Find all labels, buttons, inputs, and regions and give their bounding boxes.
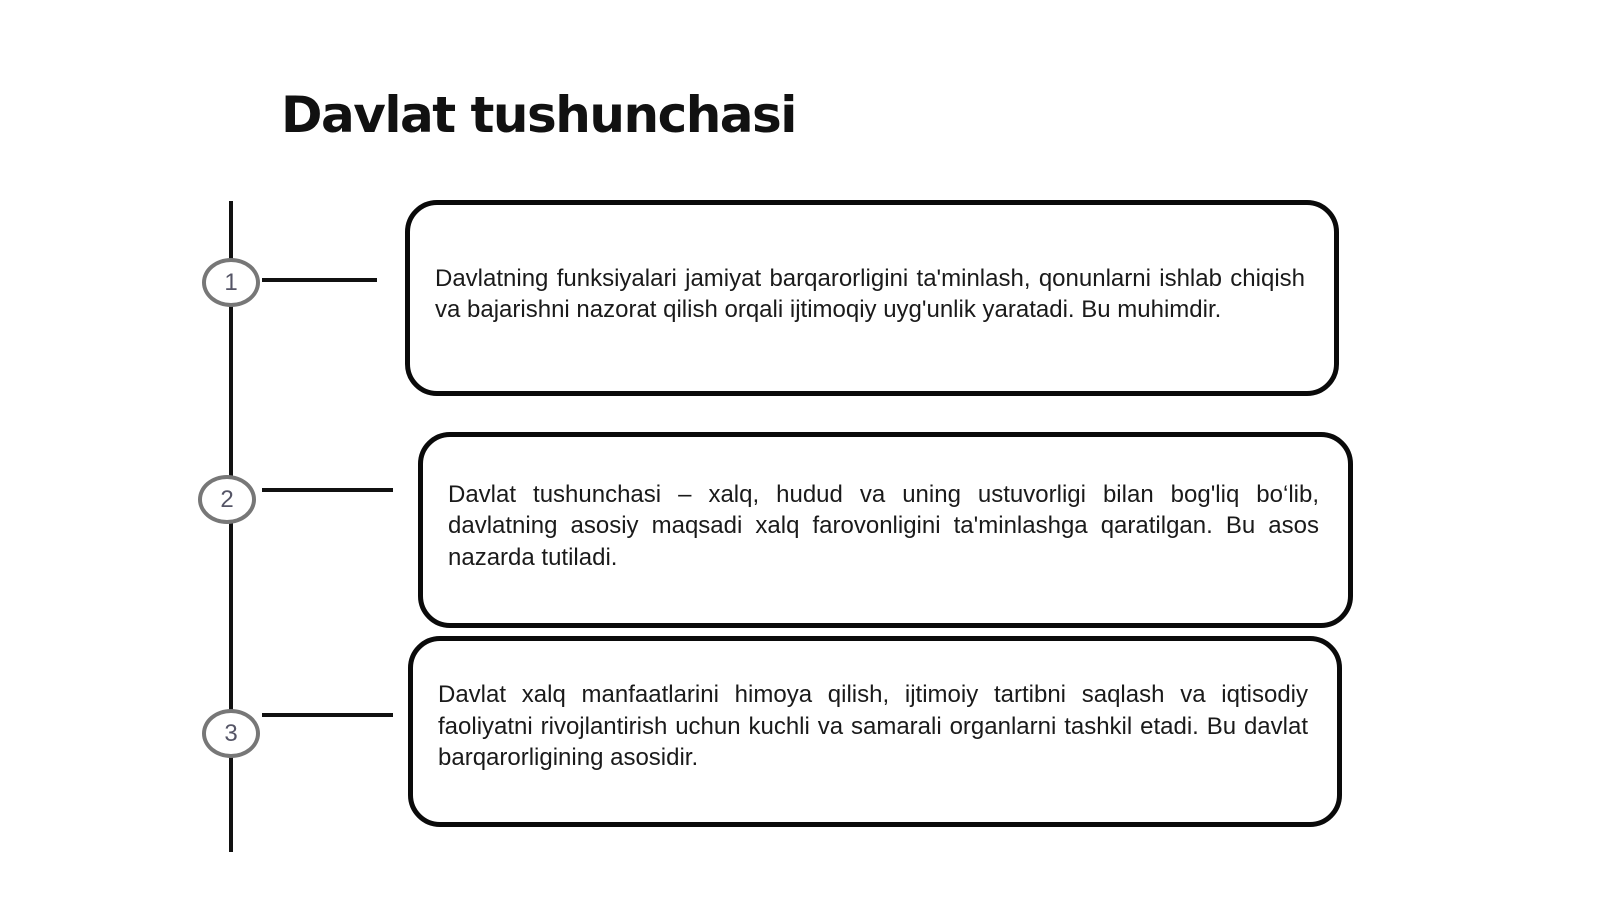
step-circle-2	[198, 475, 256, 524]
connector-3	[262, 713, 393, 717]
connector-2	[262, 488, 393, 492]
step-number-1: 1	[224, 268, 238, 296]
step-card-2	[418, 432, 1353, 628]
step-number-2: 2	[220, 485, 234, 513]
step-card-3	[408, 636, 1342, 827]
step-text-3: Davlat xalq manfaatlarini himoya qilish, ijtimoiy tartibni saqlash va iqtisodiy faoliyatni rivojlantirish uchun kuchli va samarali organlarni tashkil etadi. Bu davlat barqarorligining asosidir.	[438, 681, 1308, 772]
step-circle-1	[202, 258, 260, 307]
connector-1	[262, 278, 377, 282]
step-text-2: Davlat tushunchasi – xalq, hudud va uning ustuvorligi bilan bog'liq bo‘lib, davlatning asosiy maqsadi xalq farovonligini ta'minlashga qaratilgan. Bu asos nazarda tutiladi.	[448, 480, 1319, 571]
step-number-3: 3	[224, 719, 238, 747]
slide-title: Davlat tushunchasi	[281, 86, 796, 144]
step-circle-3	[202, 709, 260, 758]
step-text-1: Davlatning funksiyalari jamiyat barqarorligini ta'minlash, qonunlarni ishlab chiqish va bajarishni nazorat qilish orqali ijtimoqiy uyg'unlik yaratadi. Bu muhimdir.	[435, 264, 1305, 323]
step-card-1	[405, 200, 1339, 396]
